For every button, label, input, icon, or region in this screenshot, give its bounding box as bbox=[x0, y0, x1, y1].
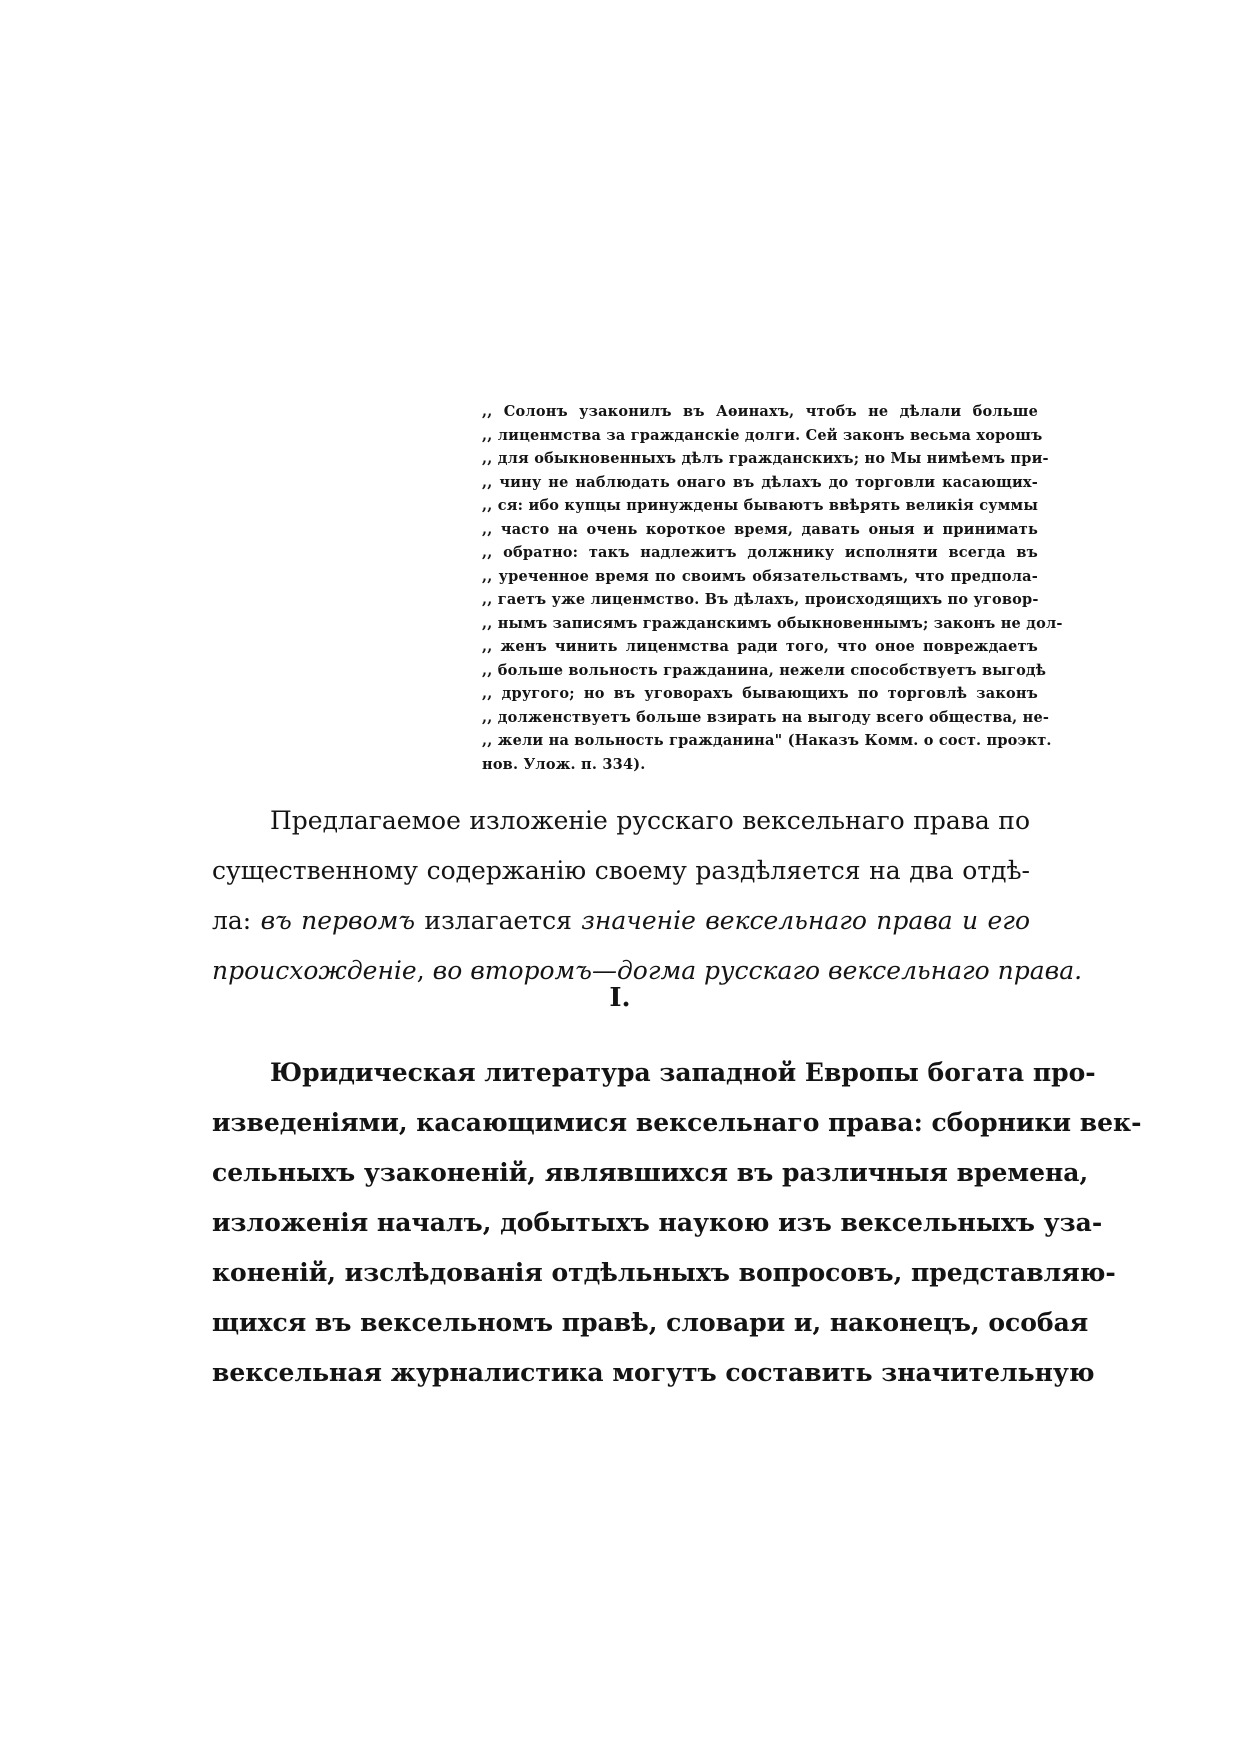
intro-emphasis: происхожденiе bbox=[212, 956, 417, 985]
intro-text: , bbox=[416, 956, 425, 985]
quote-line: ,, ся: ибо купцы принуждены бываютъ ввѣрять великiя суммы bbox=[482, 497, 1039, 514]
intro-text: ла: bbox=[212, 906, 252, 935]
quote-line: нов. Улож. п. 334). bbox=[482, 755, 646, 773]
intro-line bbox=[212, 896, 1030, 946]
body-paragraph bbox=[212, 1048, 1142, 1398]
body-line: Юридическая литература западной Европы богата про- bbox=[270, 1058, 1096, 1087]
body-line: вексельная журналистика могутъ составить значительную bbox=[212, 1358, 1095, 1387]
quote-line: ,, другого; но въ уговорахъ бывающихъ по торговлѣ законъ bbox=[482, 685, 1038, 702]
section-number: I. bbox=[609, 983, 631, 1013]
quote-line: ,, чину не наблюдать онаго въ дѣлахъ до торговли касающих- bbox=[482, 473, 1038, 491]
intro-emphasis: значенiе вексельнаго права и его bbox=[581, 906, 1030, 935]
intro-text: излагается bbox=[424, 906, 572, 935]
body-line: коненiй, изслѣдованiя отдѣльныхъ вопросовъ, представляю- bbox=[212, 1258, 1116, 1287]
quote-line: ,, лиценмства за гражданскiе долги. Сей законъ весьма хорошъ bbox=[482, 426, 1043, 444]
quote-line: ,, больше вольность гражданина, нежели способствуетъ выгодѣ bbox=[482, 661, 1047, 679]
intro-line: Предлагаемое изложенiе русскаго вексельнаго права по bbox=[270, 806, 1030, 835]
intro-emphasis: въ первомъ bbox=[260, 906, 416, 935]
quote-line: ,, женъ чинить лиценмства ради того, что оное повреждаетъ bbox=[482, 638, 1038, 655]
intro-emphasis: во второмъ—догма русскаго вексельнаго права. bbox=[432, 956, 1083, 985]
quote-line: ,, долженствуетъ больше взирать на выгоду всего общества, не- bbox=[482, 708, 1050, 726]
intro-paragraph bbox=[212, 796, 1083, 996]
quote-line: ,, Солонъ узаконилъ въ Аѳинахъ, чтобъ не дѣлали больше bbox=[482, 403, 1038, 420]
quote-line: ,, обратно: такъ надлежитъ должнику исполняти всегда въ bbox=[482, 544, 1038, 561]
quote-line: ,, нымъ записямъ гражданскимъ обыкновеннымъ; законъ не дол- bbox=[482, 614, 1063, 632]
body-line: изведенiями, касающимися вексельнаго права: сборники век- bbox=[212, 1108, 1142, 1137]
quote-line: ,, для обыкновенныхъ дѣлъ гражданскихъ; но Мы нимѣемъ при- bbox=[482, 450, 1049, 467]
body-line: щихся въ вексельномъ правѣ, словари и, наконецъ, особая bbox=[212, 1308, 1089, 1337]
quote-line: ,, жели на вольность гражданина" (Наказъ Комм. о сост. проэкт. bbox=[482, 732, 1052, 749]
intro-line: существенному содержанiю своему раздѣляется на два отдѣ- bbox=[212, 856, 1030, 885]
footnote-quote bbox=[482, 400, 1063, 776]
quote-line: ,, часто на очень короткое время, давать оныя и принимать bbox=[482, 520, 1038, 538]
body-line: сельныхъ узаконенiй, являвшихся въ различныя времена, bbox=[212, 1158, 1089, 1187]
quote-line: ,, уреченное время по своимъ обязательствамъ, что предпола- bbox=[482, 567, 1038, 585]
quote-line: ,, гаетъ уже лиценмство. Въ дѣлахъ, происходящихъ по уговор- bbox=[482, 591, 1039, 608]
body-line: изложенiя началъ, добытыхъ наукою изъ вексельныхъ уза- bbox=[212, 1208, 1103, 1237]
